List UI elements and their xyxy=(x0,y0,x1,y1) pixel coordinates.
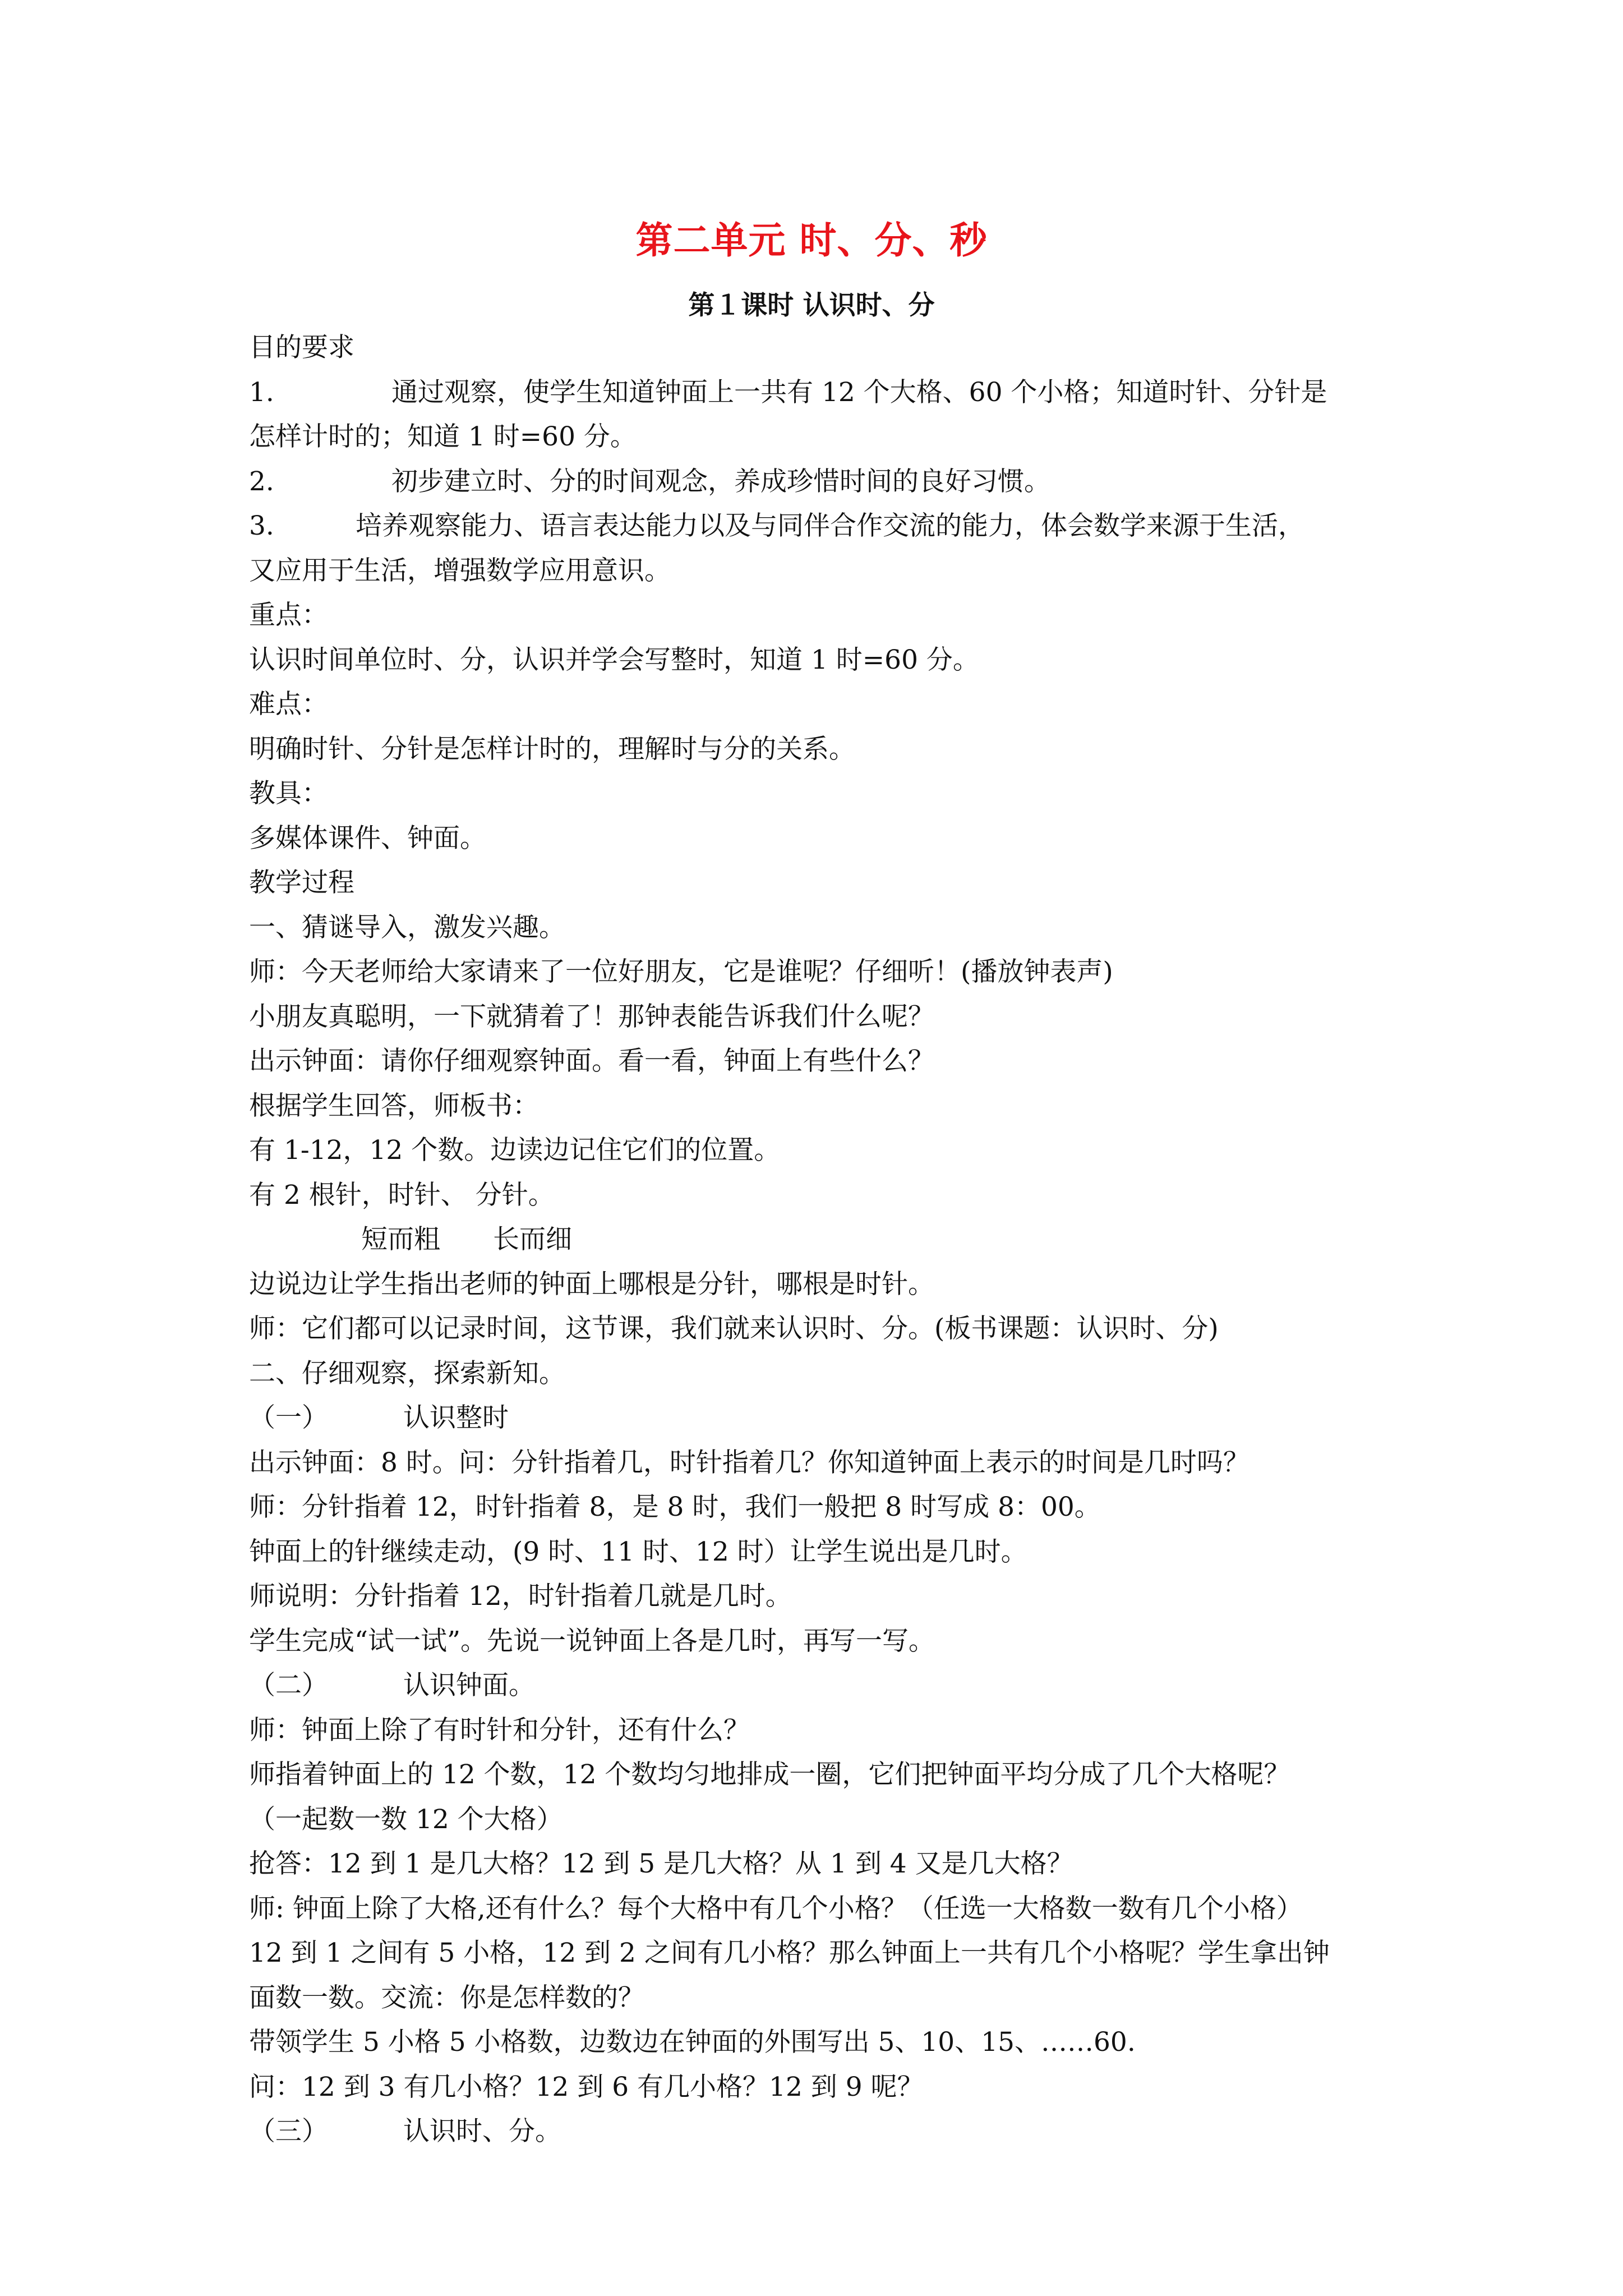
text-line xyxy=(249,771,1393,816)
text-line xyxy=(249,1842,1393,1887)
line-text: 怎样计时的；知道 1 时=60 分。 xyxy=(249,421,637,452)
text-line xyxy=(249,1217,1393,1262)
line-text: 目的要求 xyxy=(249,332,354,363)
text-line xyxy=(249,861,1393,905)
text-line xyxy=(249,593,1393,638)
text-line xyxy=(249,1262,1393,1307)
line-text: 师：今天老师给大家请来了一位好朋友，它是谁呢？仔细听！(播放钟表声) xyxy=(249,956,1113,987)
line-text: 教具： xyxy=(249,778,328,809)
text-line xyxy=(249,950,1393,995)
text-line xyxy=(249,549,1393,593)
list-item-text: 培养观察能力、语言表达能力以及与同伴合作交流的能力，体会数学来源于生活， xyxy=(356,510,1304,541)
line-text: 师：分针指着 12，时针指着 8，是 8 时，我们一般把 8 时写成 8：00。 xyxy=(249,1492,1101,1522)
line-text: 师: 钟面上除了大格,还有什么？每个大格中有几个小格？（任选一大格数一数有几个小格） xyxy=(249,1893,1303,1924)
text-line xyxy=(249,1708,1393,1753)
text-line xyxy=(249,1931,1393,1976)
line-text: 钟面上的针继续走动，(9 时、11 时、12 时）让学生说出是几时。 xyxy=(249,1536,1027,1567)
line-text: 有 1-12，12 个数。边读边记住它们的位置。 xyxy=(249,1135,781,1166)
text-line xyxy=(249,370,1393,415)
line-text: 教学过程 xyxy=(249,867,354,898)
line-text: 师：它们都可以记录时间，这节课，我们就来认识时、分。(板书课题：认识时、分) xyxy=(249,1313,1219,1344)
list-item-text: 通过观察，使学生知道钟面上一共有 12 个大格、60 个小格；知道时针、分针是 xyxy=(391,376,1327,408)
line-text: 出示钟面：请你仔细观察钟面。看一看，钟面上有些什么？ xyxy=(249,1046,934,1076)
section-number: （三） xyxy=(249,2116,328,2147)
text-line xyxy=(249,1663,1393,1708)
text-line xyxy=(249,1306,1393,1351)
line-text: 又应用于生活，增强数学应用意识。 xyxy=(249,555,671,586)
text-line xyxy=(249,1128,1393,1173)
text-line xyxy=(249,2109,1393,2154)
line-text: 一、猜谜导入，激发兴趣。 xyxy=(249,912,565,943)
text-line xyxy=(249,1485,1393,1530)
line-text: 12 到 1 之间有 5 小格，12 到 2 之间有几小格？那么钟面上一共有几个小格呢？学生拿出钟 xyxy=(249,1938,1330,1968)
text-line xyxy=(249,727,1393,772)
text-line xyxy=(249,1530,1393,1575)
line-text: 问：12 到 3 有几小格？12 到 6 有几小格？12 到 9 呢？ xyxy=(249,2071,924,2102)
text-line xyxy=(249,1441,1393,1485)
text-line xyxy=(249,638,1393,683)
text-line xyxy=(249,1976,1393,2021)
section-number: （一） xyxy=(249,1402,328,1433)
line-text: 二、仔细观察，探索新知。 xyxy=(249,1358,565,1389)
line-text: 认识时间单位时、分，认识并学会写整时，知道 1 时=60 分。 xyxy=(249,644,979,675)
text-line xyxy=(249,1887,1393,1931)
text-line xyxy=(249,816,1393,861)
text-line xyxy=(249,2065,1393,2110)
text-line xyxy=(249,504,1393,549)
section-heading: 认识整时 xyxy=(403,1402,509,1433)
line-text: 根据学生回答，师板书： xyxy=(249,1090,539,1121)
unit-title: 第二单元 时、分、秒 xyxy=(635,218,988,262)
line-text: 难点： xyxy=(249,689,328,720)
list-number: 2. xyxy=(249,466,274,497)
line-text: 有 2 根针，时针、 分针。 xyxy=(249,1179,555,1211)
text-line xyxy=(249,1797,1393,1842)
line-text: 明确时针、分针是怎样计时的，理解时与分的关系。 xyxy=(249,733,855,765)
line-text: 小朋友真聪明，一下就猜着了！那钟表能告诉我们什么呢？ xyxy=(249,1001,934,1032)
line-text: 学生完成“试一试”。先说一说钟面上各是几时，再写一写。 xyxy=(249,1625,935,1657)
line-text: 重点： xyxy=(249,600,328,631)
text-line xyxy=(249,682,1393,727)
text-line xyxy=(249,459,1393,504)
text-line xyxy=(249,905,1393,950)
line-text: 师：钟面上除了有时针和分针，还有什么？ xyxy=(249,1714,750,1746)
line-text: 带领学生 5 小格 5 小格数，边数边在钟面的外围写出 5、10、15、……60. xyxy=(249,2027,1136,2058)
line-text: （一起数一数 12 个大格） xyxy=(249,1803,563,1835)
text-line xyxy=(249,415,1393,459)
text-line xyxy=(249,1752,1393,1797)
list-number: 1. xyxy=(249,376,274,408)
line-text: 多媒体课件、钟面。 xyxy=(249,822,486,854)
list-number: 3. xyxy=(249,510,274,541)
document-body xyxy=(249,325,1393,2154)
line-text: 师指着钟面上的 12 个数，12 个数均匀地排成一圈，它们把钟面平均分成了几个大格呢？ xyxy=(249,1759,1290,1790)
text-line xyxy=(249,1574,1393,1619)
section-number: （二） xyxy=(249,1670,328,1701)
line-text: 师说明：分针指着 12，时针指着几就是几时。 xyxy=(249,1581,792,1612)
text-line xyxy=(249,1396,1393,1441)
line-text: 边说边让学生指出老师的钟面上哪根是分针，哪根是时针。 xyxy=(249,1268,934,1300)
line-text: 短而粗 长而细 xyxy=(361,1224,572,1255)
text-line xyxy=(249,995,1393,1039)
line-text: 出示钟面：8 时。问：分针指着几，时针指着几？你知道钟面上表示的时间是几时吗？ xyxy=(249,1447,1249,1478)
section-heading: 认识钟面。 xyxy=(403,1670,535,1701)
text-line xyxy=(249,1619,1393,1664)
section-heading: 认识时、分。 xyxy=(403,2116,561,2147)
line-text: 抢答：12 到 1 是几大格？12 到 5 是几大格？从 1 到 4 又是几大格？ xyxy=(249,1848,1073,1879)
text-line xyxy=(249,1039,1393,1084)
lesson-title: 第１课时 认识时、分 xyxy=(688,290,935,321)
text-line xyxy=(249,1351,1393,1396)
list-item-text: 初步建立时、分的时间观念，养成珍惜时间的良好习惯。 xyxy=(391,466,1050,497)
text-line xyxy=(249,2020,1393,2065)
line-text: 面数一数。交流：你是怎样数的？ xyxy=(249,1982,644,2013)
text-line xyxy=(249,325,1393,370)
text-line xyxy=(249,1173,1393,1218)
text-line xyxy=(249,1084,1393,1129)
